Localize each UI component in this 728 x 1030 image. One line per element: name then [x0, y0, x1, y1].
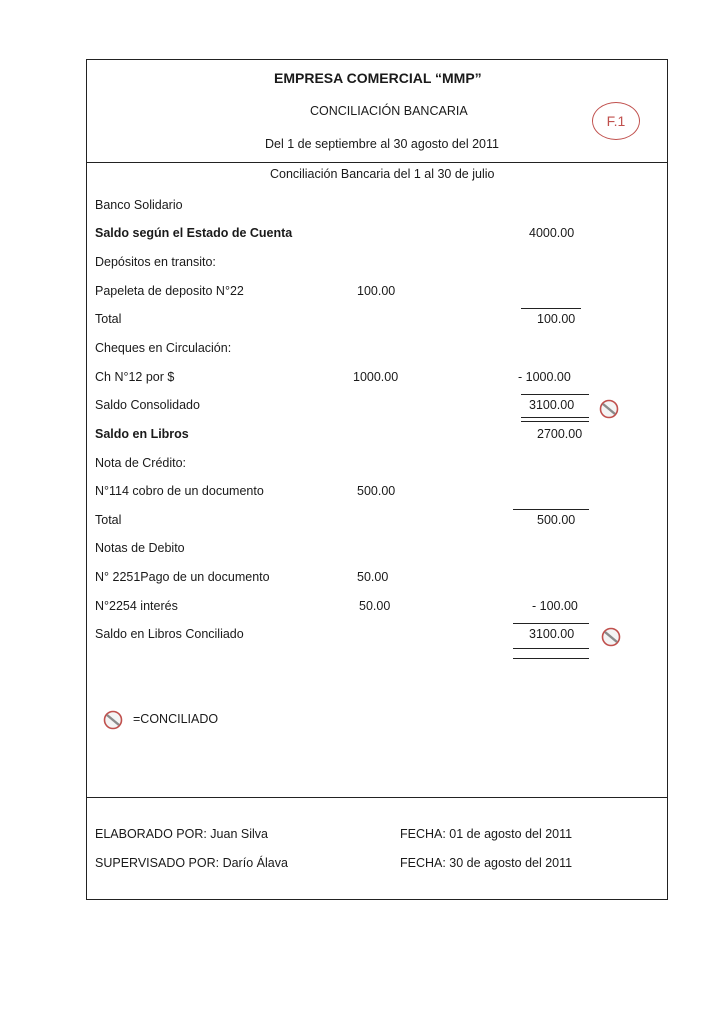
total2-underline: [513, 509, 589, 510]
prohibited-circle-icon: [102, 709, 124, 731]
reconciled-underline: [513, 623, 589, 624]
statement-balance-amount: 4000.00: [529, 226, 575, 240]
reconciled-double-top: [513, 648, 589, 649]
double-underline-top: [521, 417, 589, 418]
reconciled-double-bottom: [513, 658, 589, 659]
form-badge: F.1: [592, 102, 640, 140]
period-text: Del 1 de septiembre al 30 agosto del 2011: [265, 137, 499, 151]
credit-note-item-label: N°114 cobro de un documento: [95, 484, 264, 498]
total-amount: 100.00: [537, 312, 576, 326]
reconciliation-subtitle: Conciliación Bancaria del 1 al 30 de julio: [270, 167, 495, 181]
company-name: EMPRESA COMERCIAL “MMP”: [274, 70, 482, 86]
deposit-slip-amount: 100.00: [357, 284, 396, 298]
consolidated-underline: [521, 394, 589, 395]
total2-amount: 500.00: [537, 513, 576, 527]
prohibited-circle-icon: [600, 626, 622, 648]
document-frame: [86, 59, 668, 900]
legend-text: =CONCILIADO: [133, 712, 219, 726]
check-amount: 1000.00: [353, 370, 399, 384]
double-underline-bottom: [521, 421, 589, 422]
reconciled-balance-amount: 3100.00: [529, 627, 575, 641]
reconciled-balance-label: Saldo en Libros Conciliado: [95, 627, 244, 641]
prepared-date: FECHA: 01 de agosto del 2011: [400, 827, 573, 841]
consolidated-balance-label: Saldo Consolidado: [95, 398, 200, 412]
debit-note-2-amount: 50.00: [359, 599, 391, 613]
total-label: Total: [95, 312, 122, 326]
deposits-in-transit-label: Depósitos en transito:: [95, 255, 216, 269]
supervised-by: SUPERVISADO POR: Darío Álava: [95, 856, 288, 870]
prohibited-circle-icon: [598, 398, 620, 420]
statement-balance-label: Saldo según el Estado de Cuenta: [95, 226, 293, 240]
debit-note-2-label: N°2254 interés: [95, 599, 178, 613]
debit-notes-label: Notas de Debito: [95, 541, 185, 555]
header-divider: [86, 162, 668, 163]
book-balance-label: Saldo en Libros: [95, 427, 189, 441]
prepared-by: ELABORADO POR: Juan Silva: [95, 827, 268, 841]
total-underline: [521, 308, 581, 309]
outstanding-checks-label: Cheques en Circulación:: [95, 341, 232, 355]
check-total: - 1000.00: [518, 370, 571, 384]
consolidated-balance-amount: 3100.00: [529, 398, 575, 412]
credit-note-label: Nota de Crédito:: [95, 456, 187, 470]
total2-label: Total: [95, 513, 122, 527]
debit-note-1-label: N° 2251Pago de un documento: [95, 570, 270, 584]
bank-name: Banco Solidario: [95, 198, 183, 212]
document-title: CONCILIACIÓN BANCARIA: [310, 104, 468, 118]
check-label: Ch N°12 por $: [95, 370, 175, 384]
deposit-slip-label: Papeleta de deposito N°22: [95, 284, 244, 298]
credit-note-item-amount: 500.00: [357, 484, 396, 498]
supervised-date: FECHA: 30 de agosto del 2011: [400, 856, 573, 870]
footer-divider: [86, 797, 668, 798]
book-balance-amount: 2700.00: [537, 427, 583, 441]
debit-note-1-amount: 50.00: [357, 570, 389, 584]
debit-total: - 100.00: [532, 599, 578, 613]
